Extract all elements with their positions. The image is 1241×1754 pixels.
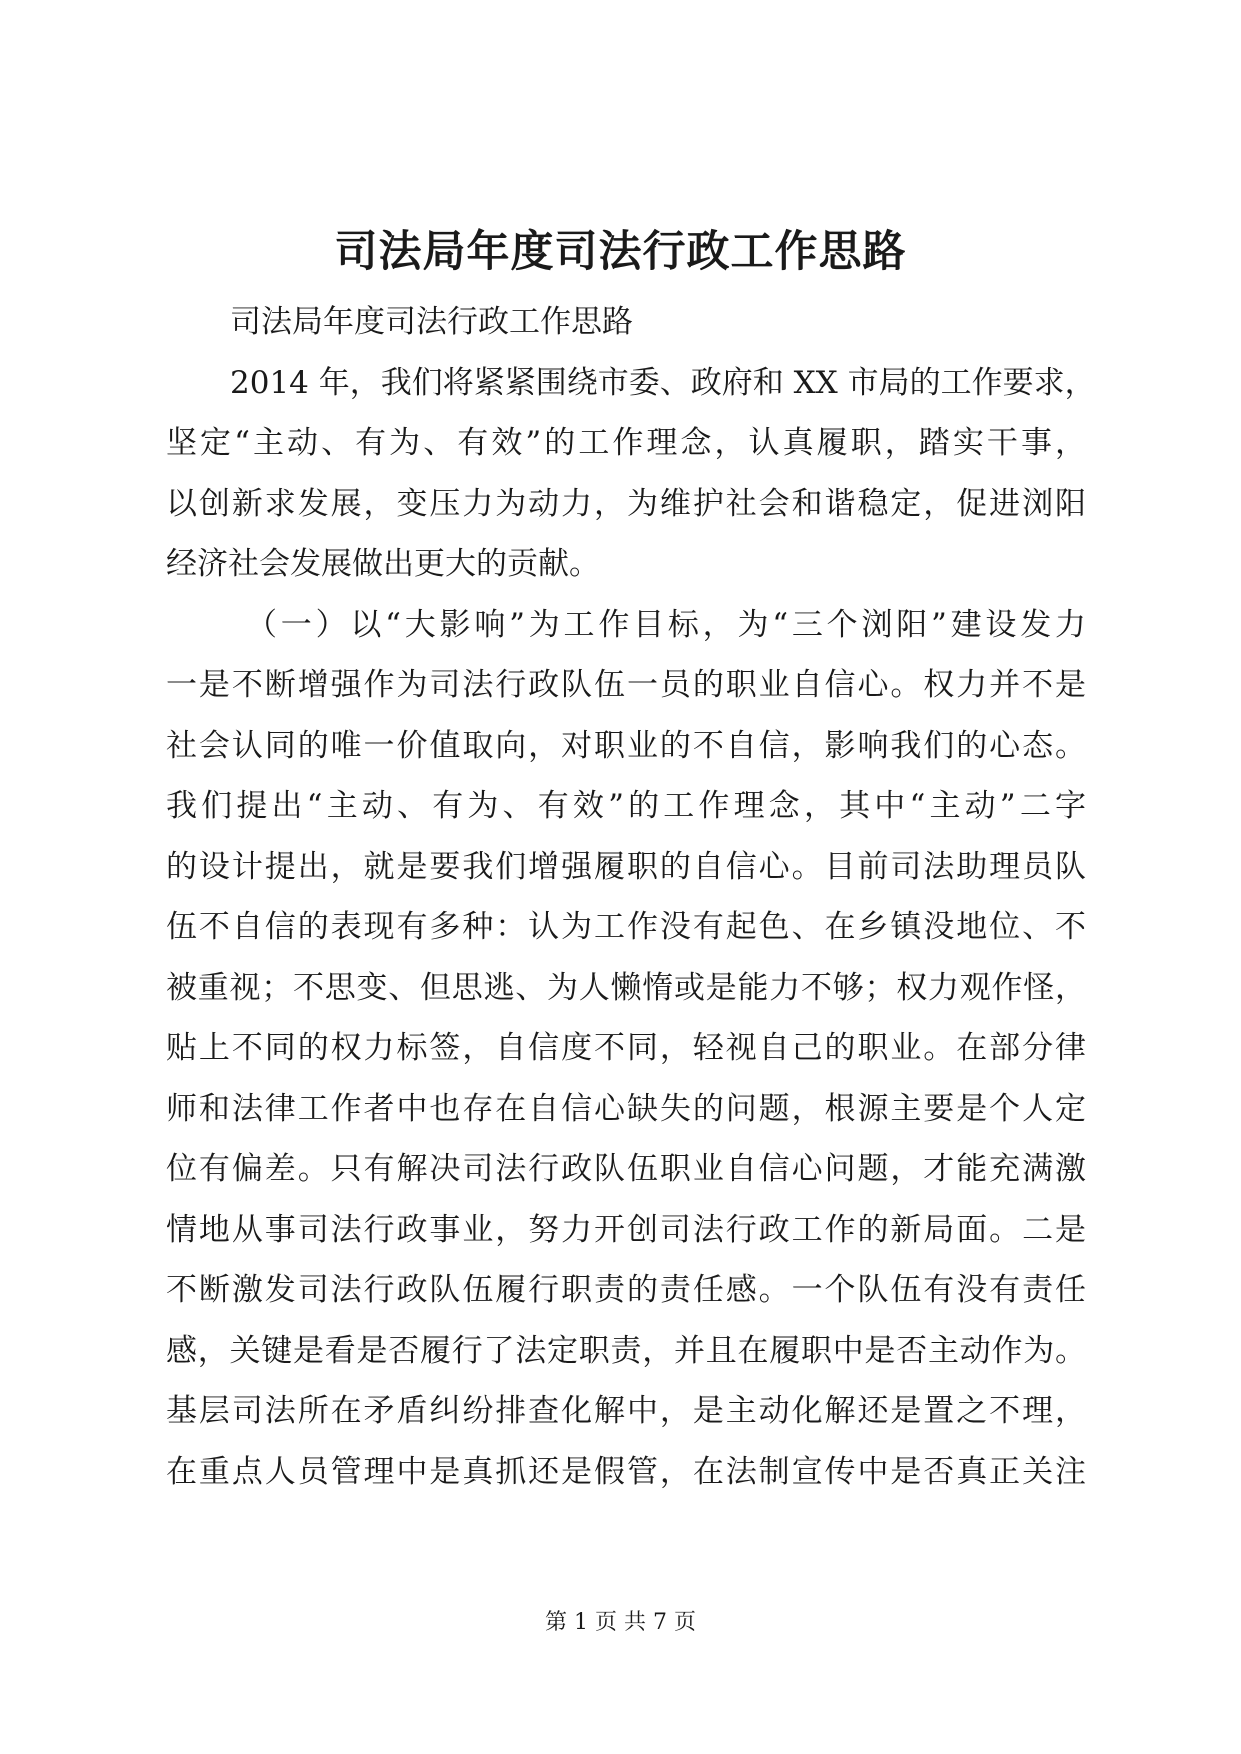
text-line: 不断激发司法行政队伍履行职责的责任感。一个队伍有没有责任	[166, 1272, 1086, 1308]
text-line: 感，关键是看是否履行了法定职责，并且在履职中是否主动作为。	[166, 1332, 1086, 1369]
text-line: 的设计提出，就是要我们增强履职的自信心。目前司法助理员队	[166, 848, 1086, 885]
text-line: 社会认同的唯一价值取向，对职业的不自信，影响我们的心态。	[166, 727, 1086, 764]
text-line: 伍不自信的表现有多种：认为工作没有起色、在乡镇没地位、不	[166, 909, 1086, 945]
text-line: 一是不断增强作为司法行政队伍一员的职业自信心。权力并不是	[166, 667, 1086, 703]
page-footer: 第 1 页 共 7 页	[545, 1610, 696, 1635]
document-body	[166, 292, 1096, 1502]
text-line: 被重视；不思变、但思逃、为人懒惰或是能力不够；权力观作怪，	[166, 969, 1086, 1006]
text-line: 2014 年，我们将紧紧围绕市委、政府和 XX 市局的工作要求，	[230, 364, 1096, 401]
text-line: 位有偏差。只有解决司法行政队伍职业自信心问题，才能充满激	[166, 1151, 1086, 1187]
text-line: 贴上不同的权力标签，自信度不同，轻视自己的职业。在部分律	[166, 1030, 1086, 1066]
text-line: 坚定“主动、有为、有效”的工作理念，认真履职，踏实干事，	[166, 425, 1086, 461]
text-line: 师和法律工作者中也存在自信心缺失的问题，根源主要是个人定	[166, 1090, 1086, 1127]
text-line: 基层司法所在矛盾纠纷排查化解中，是主动化解还是置之不理，	[166, 1393, 1086, 1429]
text-line: 在重点人员管理中是真抓还是假管，在法制宣传中是否真正关注	[166, 1453, 1086, 1490]
text-line: 经济社会发展做出更大的贡献。	[166, 546, 600, 582]
document-title: 司法局年度司法行政工作思路	[334, 227, 907, 277]
text-line: 情地从事司法行政事业，努力开创司法行政工作的新局面。二是	[166, 1211, 1086, 1248]
text-line: 以创新求发展，变压力为动力，为维护社会和谐稳定，促进浏阳	[166, 485, 1086, 522]
text-line: 司法局年度司法行政工作思路	[230, 304, 633, 340]
text-line: （一）以“大影响”为工作目标，为“三个浏阳”建设发力	[246, 606, 1086, 643]
text-line: 我们提出“主动、有为、有效”的工作理念，其中“主动”二字	[166, 788, 1086, 824]
